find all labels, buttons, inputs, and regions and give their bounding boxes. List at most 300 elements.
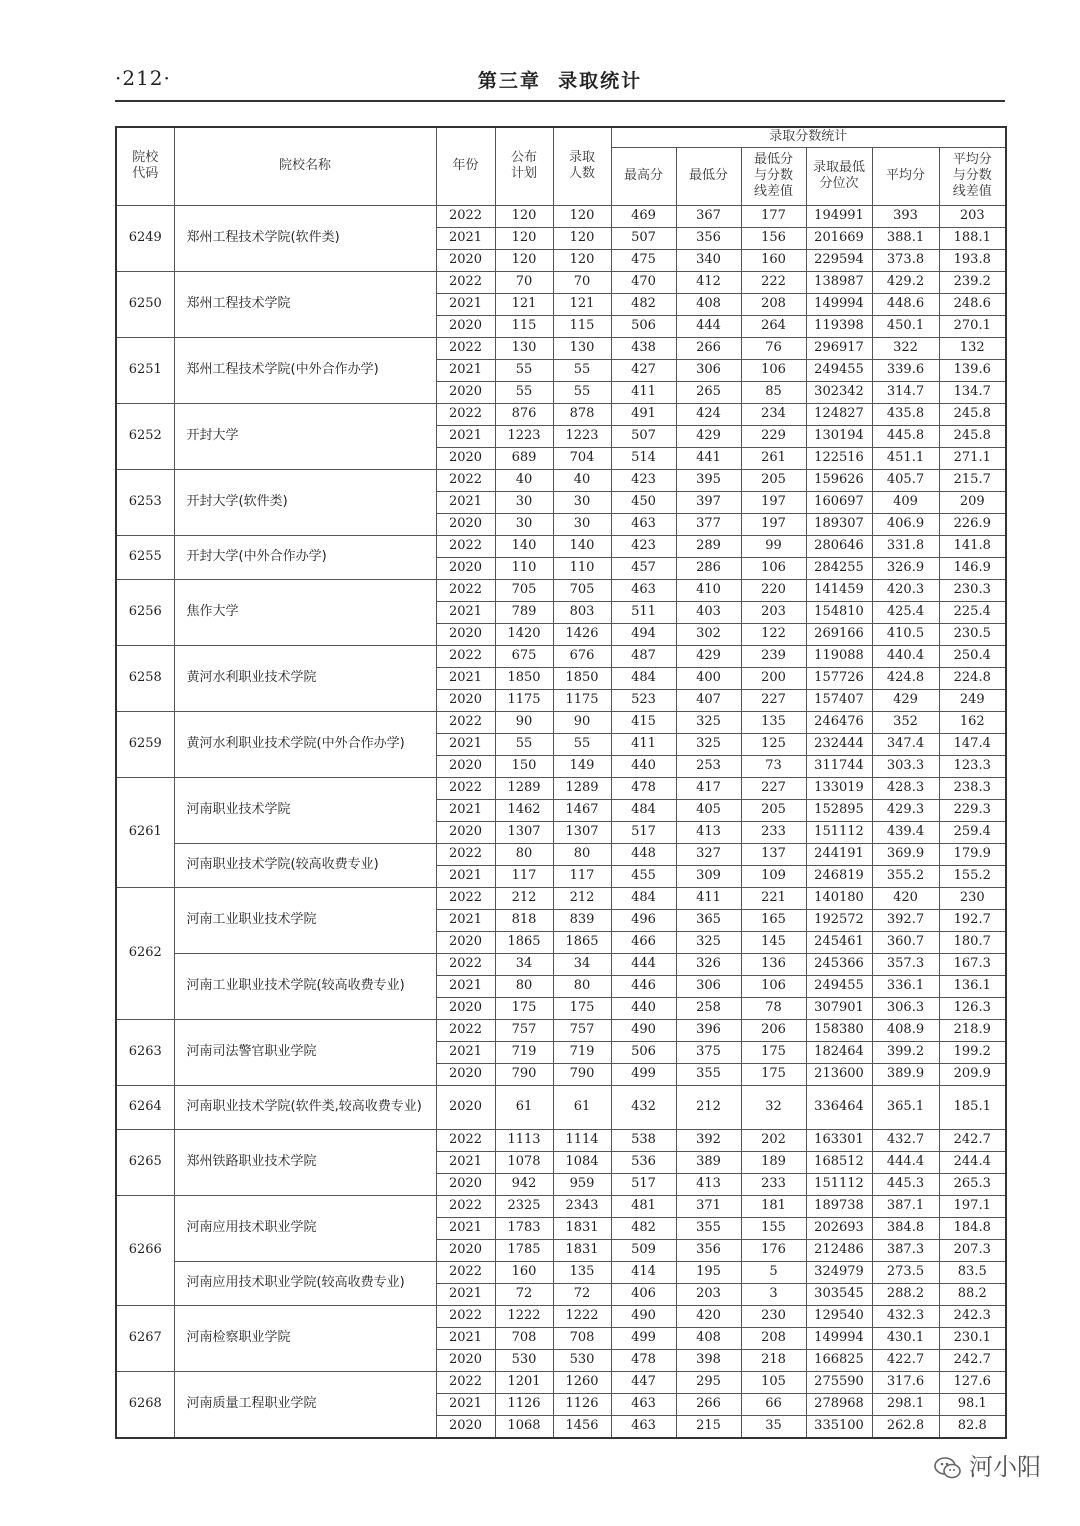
table-cell: 387.3 bbox=[872, 1239, 939, 1261]
table-row bbox=[116, 1085, 1006, 1129]
school-name: 河南职业技术学院(较高收费专业) bbox=[174, 843, 436, 887]
table-cell: 2020 bbox=[436, 1349, 495, 1371]
table-cell: 2021 bbox=[436, 799, 495, 821]
table-cell: 422.7 bbox=[872, 1349, 939, 1371]
table-cell: 511 bbox=[611, 601, 676, 623]
table-cell: 536 bbox=[611, 1151, 676, 1173]
school-code: 6250 bbox=[116, 271, 174, 337]
table-cell: 2021 bbox=[436, 909, 495, 931]
table-row bbox=[116, 887, 1006, 909]
table-cell: 226.9 bbox=[939, 513, 1006, 535]
table-cell: 246819 bbox=[806, 865, 872, 887]
table-cell: 151112 bbox=[806, 821, 872, 843]
table-row bbox=[116, 469, 1006, 491]
table-cell: 249 bbox=[939, 689, 1006, 711]
table-cell: 430.1 bbox=[872, 1327, 939, 1349]
table-cell: 246476 bbox=[806, 711, 872, 733]
table-cell: 176 bbox=[741, 1239, 806, 1261]
table-cell: 3 bbox=[741, 1283, 806, 1305]
table-cell: 429 bbox=[676, 645, 741, 667]
table-cell: 155 bbox=[741, 1217, 806, 1239]
table-cell: 496 bbox=[611, 909, 676, 931]
table-cell: 40 bbox=[553, 469, 611, 491]
table-row bbox=[116, 535, 1006, 557]
table-cell: 429 bbox=[676, 425, 741, 447]
table-cell: 83.5 bbox=[939, 1261, 1006, 1283]
table-cell: 375 bbox=[676, 1041, 741, 1063]
header-plan: 公布 计划 bbox=[495, 127, 553, 205]
footer-brand bbox=[933, 1447, 1041, 1482]
table-cell: 2020 bbox=[436, 1239, 495, 1261]
school-code: 6256 bbox=[116, 579, 174, 645]
table-cell: 303.3 bbox=[872, 755, 939, 777]
table-cell: 2022 bbox=[436, 1261, 495, 1283]
table-cell: 352 bbox=[872, 711, 939, 733]
table-cell: 2020 bbox=[436, 381, 495, 403]
table-cell: 200 bbox=[741, 667, 806, 689]
table-cell: 72 bbox=[495, 1283, 553, 1305]
table-cell: 447 bbox=[611, 1371, 676, 1393]
school-name: 黄河水利职业技术学院 bbox=[174, 645, 436, 711]
table-cell: 463 bbox=[611, 1393, 676, 1415]
table-cell: 296917 bbox=[806, 337, 872, 359]
table-cell: 2022 bbox=[436, 337, 495, 359]
table-cell: 265 bbox=[676, 381, 741, 403]
table-cell: 284255 bbox=[806, 557, 872, 579]
table-cell: 478 bbox=[611, 777, 676, 799]
table-cell: 1113 bbox=[495, 1129, 553, 1151]
table-cell: 876 bbox=[495, 403, 553, 425]
table-cell: 445.8 bbox=[872, 425, 939, 447]
table-row bbox=[116, 1019, 1006, 1041]
table-cell: 80 bbox=[553, 843, 611, 865]
table-cell: 420 bbox=[676, 1305, 741, 1327]
table-cell: 73 bbox=[741, 755, 806, 777]
table-body bbox=[116, 205, 1006, 1438]
table-cell: 138987 bbox=[806, 271, 872, 293]
table-cell: 158380 bbox=[806, 1019, 872, 1041]
table-cell: 5 bbox=[741, 1261, 806, 1283]
table-cell: 168512 bbox=[806, 1151, 872, 1173]
admission-statistics-table bbox=[115, 126, 1007, 1439]
table-row bbox=[116, 843, 1006, 865]
table-cell: 392.7 bbox=[872, 909, 939, 931]
table-cell: 395 bbox=[676, 469, 741, 491]
table-cell: 155.2 bbox=[939, 865, 1006, 887]
table-cell: 676 bbox=[553, 645, 611, 667]
school-code: 6263 bbox=[116, 1019, 174, 1085]
table-cell: 163301 bbox=[806, 1129, 872, 1151]
table-cell: 2022 bbox=[436, 711, 495, 733]
table-row bbox=[116, 1195, 1006, 1217]
table-cell: 1467 bbox=[553, 799, 611, 821]
table-cell: 2020 bbox=[436, 821, 495, 843]
table-cell: 120 bbox=[495, 249, 553, 271]
table-cell: 1456 bbox=[553, 1415, 611, 1438]
table-cell: 244.4 bbox=[939, 1151, 1006, 1173]
school-name: 河南应用技术职业学院(较高收费专业) bbox=[174, 1261, 436, 1305]
table-cell: 136.1 bbox=[939, 975, 1006, 997]
table-cell: 413 bbox=[676, 821, 741, 843]
table-cell: 253 bbox=[676, 755, 741, 777]
header-max: 最高分 bbox=[611, 147, 676, 205]
table-cell: 160 bbox=[741, 249, 806, 271]
table-row bbox=[116, 205, 1006, 227]
table-cell: 491 bbox=[611, 403, 676, 425]
table-cell: 2021 bbox=[436, 293, 495, 315]
table-cell: 227 bbox=[741, 689, 806, 711]
table-cell: 249455 bbox=[806, 359, 872, 381]
table-cell: 30 bbox=[553, 491, 611, 513]
table-cell: 61 bbox=[553, 1085, 611, 1129]
table-cell: 258 bbox=[676, 997, 741, 1019]
table-cell: 177 bbox=[741, 205, 806, 227]
table-cell: 506 bbox=[611, 315, 676, 337]
table-cell: 154810 bbox=[806, 601, 872, 623]
table-cell: 377 bbox=[676, 513, 741, 535]
table-cell: 132 bbox=[939, 337, 1006, 359]
table-cell: 130 bbox=[495, 337, 553, 359]
table-cell: 184.8 bbox=[939, 1217, 1006, 1239]
table-cell: 2325 bbox=[495, 1195, 553, 1217]
table-cell: 392 bbox=[676, 1129, 741, 1151]
table-cell: 2020 bbox=[436, 513, 495, 535]
table-cell: 1865 bbox=[495, 931, 553, 953]
table-cell: 424 bbox=[676, 403, 741, 425]
table-cell: 405.7 bbox=[872, 469, 939, 491]
table-cell: 209.9 bbox=[939, 1063, 1006, 1085]
table-row bbox=[116, 711, 1006, 733]
table-cell: 208 bbox=[741, 1327, 806, 1349]
table-cell: 410 bbox=[676, 579, 741, 601]
table-cell: 365 bbox=[676, 909, 741, 931]
table-cell: 175 bbox=[741, 1041, 806, 1063]
header-min: 最低分 bbox=[676, 147, 741, 205]
header-min-rank: 录取最低 分位次 bbox=[806, 147, 872, 205]
header-admitted: 录取 人数 bbox=[553, 127, 611, 205]
table-cell: 248.6 bbox=[939, 293, 1006, 315]
table-cell: 213600 bbox=[806, 1063, 872, 1085]
table-cell: 2022 bbox=[436, 469, 495, 491]
table-cell: 215.7 bbox=[939, 469, 1006, 491]
table-cell: 70 bbox=[495, 271, 553, 293]
school-code: 6253 bbox=[116, 469, 174, 535]
table-cell: 188.1 bbox=[939, 227, 1006, 249]
table-cell: 1222 bbox=[553, 1305, 611, 1327]
table-cell: 429 bbox=[872, 689, 939, 711]
page-header bbox=[115, 62, 1005, 102]
table-cell: 229.3 bbox=[939, 799, 1006, 821]
table-cell: 470 bbox=[611, 271, 676, 293]
table-cell: 326.9 bbox=[872, 557, 939, 579]
table-cell: 675 bbox=[495, 645, 553, 667]
table-cell: 40 bbox=[495, 469, 553, 491]
table-cell: 389.9 bbox=[872, 1063, 939, 1085]
table-cell: 2021 bbox=[436, 601, 495, 623]
table-cell: 85 bbox=[741, 381, 806, 403]
table-cell: 2020 bbox=[436, 689, 495, 711]
table-cell: 109 bbox=[741, 865, 806, 887]
table-cell: 110 bbox=[495, 557, 553, 579]
table-cell: 80 bbox=[495, 843, 553, 865]
table-cell: 80 bbox=[495, 975, 553, 997]
table-cell: 55 bbox=[495, 733, 553, 755]
table-cell: 105 bbox=[741, 1371, 806, 1393]
table-cell: 1260 bbox=[553, 1371, 611, 1393]
table-cell: 355 bbox=[676, 1063, 741, 1085]
table-cell: 55 bbox=[495, 359, 553, 381]
table-cell: 478 bbox=[611, 1349, 676, 1371]
table-cell: 270.1 bbox=[939, 315, 1006, 337]
table-cell: 133019 bbox=[806, 777, 872, 799]
table-cell: 448 bbox=[611, 843, 676, 865]
table-cell: 249455 bbox=[806, 975, 872, 997]
table-cell: 205 bbox=[741, 469, 806, 491]
table-cell: 61 bbox=[495, 1085, 553, 1129]
table-cell: 30 bbox=[495, 491, 553, 513]
table-cell: 942 bbox=[495, 1173, 553, 1195]
table-cell: 245.8 bbox=[939, 425, 1006, 447]
table-cell: 530 bbox=[553, 1349, 611, 1371]
table-cell: 250.4 bbox=[939, 645, 1006, 667]
table-cell: 432.7 bbox=[872, 1129, 939, 1151]
table-cell: 388.1 bbox=[872, 227, 939, 249]
table-cell: 490 bbox=[611, 1019, 676, 1041]
table-cell: 490 bbox=[611, 1305, 676, 1327]
school-code: 6268 bbox=[116, 1371, 174, 1438]
table-cell: 229 bbox=[741, 425, 806, 447]
table-cell: 230.5 bbox=[939, 623, 1006, 645]
table-cell: 2021 bbox=[436, 491, 495, 513]
table-cell: 278968 bbox=[806, 1393, 872, 1415]
table-cell: 790 bbox=[553, 1063, 611, 1085]
school-code: 6266 bbox=[116, 1195, 174, 1305]
school-name: 河南工业职业技术学院(较高收费专业) bbox=[174, 953, 436, 1019]
table-row bbox=[116, 1129, 1006, 1151]
table-cell: 384.8 bbox=[872, 1217, 939, 1239]
table-cell: 357.3 bbox=[872, 953, 939, 975]
table-cell: 2022 bbox=[436, 843, 495, 865]
table-cell: 347.4 bbox=[872, 733, 939, 755]
table-cell: 389 bbox=[676, 1151, 741, 1173]
table-cell: 306 bbox=[676, 975, 741, 997]
table-cell: 487 bbox=[611, 645, 676, 667]
table-cell: 202 bbox=[741, 1129, 806, 1151]
table-cell: 55 bbox=[553, 733, 611, 755]
table-cell: 408.9 bbox=[872, 1019, 939, 1041]
table-cell: 429.2 bbox=[872, 271, 939, 293]
table-cell: 499 bbox=[611, 1327, 676, 1349]
table-cell: 2020 bbox=[436, 755, 495, 777]
table-cell: 80 bbox=[553, 975, 611, 997]
table-cell: 2021 bbox=[436, 1041, 495, 1063]
table-row bbox=[116, 1371, 1006, 1393]
table-cell: 244191 bbox=[806, 843, 872, 865]
table-cell: 206 bbox=[741, 1019, 806, 1041]
table-cell: 425.4 bbox=[872, 601, 939, 623]
table-cell: 157407 bbox=[806, 689, 872, 711]
table-cell: 230.3 bbox=[939, 579, 1006, 601]
table-cell: 289 bbox=[676, 535, 741, 557]
table-cell: 120 bbox=[495, 227, 553, 249]
header-name: 院校名称 bbox=[174, 127, 436, 205]
school-name: 河南检察职业学院 bbox=[174, 1305, 436, 1371]
table-cell: 441 bbox=[676, 447, 741, 469]
table-cell: 1223 bbox=[495, 425, 553, 447]
table-cell: 2020 bbox=[436, 997, 495, 1019]
table-cell: 120 bbox=[553, 249, 611, 271]
table-cell: 146.9 bbox=[939, 557, 1006, 579]
table-cell: 450.1 bbox=[872, 315, 939, 337]
table-cell: 475 bbox=[611, 249, 676, 271]
table-cell: 269166 bbox=[806, 623, 872, 645]
table-cell: 2022 bbox=[436, 579, 495, 601]
table-cell: 360.7 bbox=[872, 931, 939, 953]
table-cell: 2020 bbox=[436, 249, 495, 271]
table-cell: 215 bbox=[676, 1415, 741, 1438]
table-cell: 2021 bbox=[436, 359, 495, 381]
table-cell: 2020 bbox=[436, 315, 495, 337]
table-cell: 427 bbox=[611, 359, 676, 381]
table-cell: 145 bbox=[741, 931, 806, 953]
table-cell: 1865 bbox=[553, 931, 611, 953]
table-cell: 482 bbox=[611, 1217, 676, 1239]
table-cell: 227 bbox=[741, 777, 806, 799]
table-cell: 149 bbox=[553, 755, 611, 777]
table-cell: 160 bbox=[495, 1261, 553, 1283]
table-cell: 197 bbox=[741, 513, 806, 535]
table-cell: 397 bbox=[676, 491, 741, 513]
table-cell: 482 bbox=[611, 293, 676, 315]
table-cell: 181 bbox=[741, 1195, 806, 1217]
school-name: 河南质量工程职业学院 bbox=[174, 1371, 436, 1438]
table-cell: 411 bbox=[611, 733, 676, 755]
table-cell: 396 bbox=[676, 1019, 741, 1041]
table-cell: 245.8 bbox=[939, 403, 1006, 425]
table-cell: 455 bbox=[611, 865, 676, 887]
table-cell: 2021 bbox=[436, 1217, 495, 1239]
table-cell: 689 bbox=[495, 447, 553, 469]
table-cell: 1307 bbox=[553, 821, 611, 843]
table-cell: 266 bbox=[676, 1393, 741, 1415]
header-year: 年份 bbox=[436, 127, 495, 205]
table-cell: 233 bbox=[741, 821, 806, 843]
table-cell: 122516 bbox=[806, 447, 872, 469]
table-cell: 2021 bbox=[436, 733, 495, 755]
table-cell: 448.6 bbox=[872, 293, 939, 315]
table-cell: 234 bbox=[741, 403, 806, 425]
table-cell: 106 bbox=[741, 557, 806, 579]
table-cell: 1175 bbox=[495, 689, 553, 711]
table-cell: 207.3 bbox=[939, 1239, 1006, 1261]
table-cell: 325 bbox=[676, 931, 741, 953]
table-cell: 34 bbox=[495, 953, 553, 975]
table-cell: 530 bbox=[495, 1349, 553, 1371]
table-cell: 212 bbox=[553, 887, 611, 909]
table-cell: 2022 bbox=[436, 887, 495, 909]
school-name: 开封大学(软件类) bbox=[174, 469, 436, 535]
table-cell: 393 bbox=[872, 205, 939, 227]
table-cell: 175 bbox=[553, 997, 611, 1019]
table-cell: 280646 bbox=[806, 535, 872, 557]
table-cell: 2022 bbox=[436, 777, 495, 799]
table-cell: 141.8 bbox=[939, 535, 1006, 557]
table-cell: 119088 bbox=[806, 645, 872, 667]
table-cell: 406.9 bbox=[872, 513, 939, 535]
table-cell: 411 bbox=[611, 381, 676, 403]
table-cell: 1126 bbox=[553, 1393, 611, 1415]
school-name: 黄河水利职业技术学院(中外合作办学) bbox=[174, 711, 436, 777]
table-cell: 194991 bbox=[806, 205, 872, 227]
table-cell: 259.4 bbox=[939, 821, 1006, 843]
table-cell: 400 bbox=[676, 667, 741, 689]
school-code: 6259 bbox=[116, 711, 174, 777]
table-cell: 411 bbox=[676, 887, 741, 909]
table-cell: 423 bbox=[611, 469, 676, 491]
table-cell: 120 bbox=[553, 205, 611, 227]
table-row bbox=[116, 337, 1006, 359]
table-cell: 266 bbox=[676, 337, 741, 359]
table-cell: 82.8 bbox=[939, 1415, 1006, 1438]
table-cell: 120 bbox=[553, 227, 611, 249]
table-cell: 192.7 bbox=[939, 909, 1006, 931]
table-cell: 175 bbox=[741, 1063, 806, 1085]
table-cell: 340 bbox=[676, 249, 741, 271]
table-cell: 212 bbox=[495, 887, 553, 909]
table-cell: 484 bbox=[611, 887, 676, 909]
table-cell: 517 bbox=[611, 821, 676, 843]
table-row bbox=[116, 1305, 1006, 1327]
table-cell: 2020 bbox=[436, 1173, 495, 1195]
table-cell: 708 bbox=[553, 1327, 611, 1349]
table-cell: 355.2 bbox=[872, 865, 939, 887]
table-cell: 162 bbox=[939, 711, 1006, 733]
table-cell: 506 bbox=[611, 1041, 676, 1063]
table-cell: 306.3 bbox=[872, 997, 939, 1019]
page-number: ·212· bbox=[115, 66, 171, 90]
table-cell: 415 bbox=[611, 711, 676, 733]
table-cell: 790 bbox=[495, 1063, 553, 1085]
table-cell: 327 bbox=[676, 843, 741, 865]
table-cell: 413 bbox=[676, 1173, 741, 1195]
table-cell: 185.1 bbox=[939, 1085, 1006, 1129]
school-code: 6267 bbox=[116, 1305, 174, 1371]
table-cell: 438 bbox=[611, 337, 676, 359]
table-cell: 2021 bbox=[436, 1151, 495, 1173]
table-cell: 189307 bbox=[806, 513, 872, 535]
table-cell: 463 bbox=[611, 579, 676, 601]
table-cell: 35 bbox=[741, 1415, 806, 1438]
school-code: 6265 bbox=[116, 1129, 174, 1195]
table-cell: 32 bbox=[741, 1085, 806, 1129]
table-cell: 245366 bbox=[806, 953, 872, 975]
header-avg: 平均分 bbox=[872, 147, 939, 205]
table-cell: 803 bbox=[553, 601, 611, 623]
school-name: 郑州铁路职业技术学院 bbox=[174, 1129, 436, 1195]
table-cell: 159626 bbox=[806, 469, 872, 491]
table-cell: 156 bbox=[741, 227, 806, 249]
table-cell: 719 bbox=[495, 1041, 553, 1063]
table-cell: 1175 bbox=[553, 689, 611, 711]
table-cell: 789 bbox=[495, 601, 553, 623]
table-cell: 424.8 bbox=[872, 667, 939, 689]
table-cell: 708 bbox=[495, 1327, 553, 1349]
school-name: 焦作大学 bbox=[174, 579, 436, 645]
table-cell: 90 bbox=[495, 711, 553, 733]
table-cell: 507 bbox=[611, 425, 676, 447]
table-cell: 324979 bbox=[806, 1261, 872, 1283]
table-cell: 1850 bbox=[495, 667, 553, 689]
